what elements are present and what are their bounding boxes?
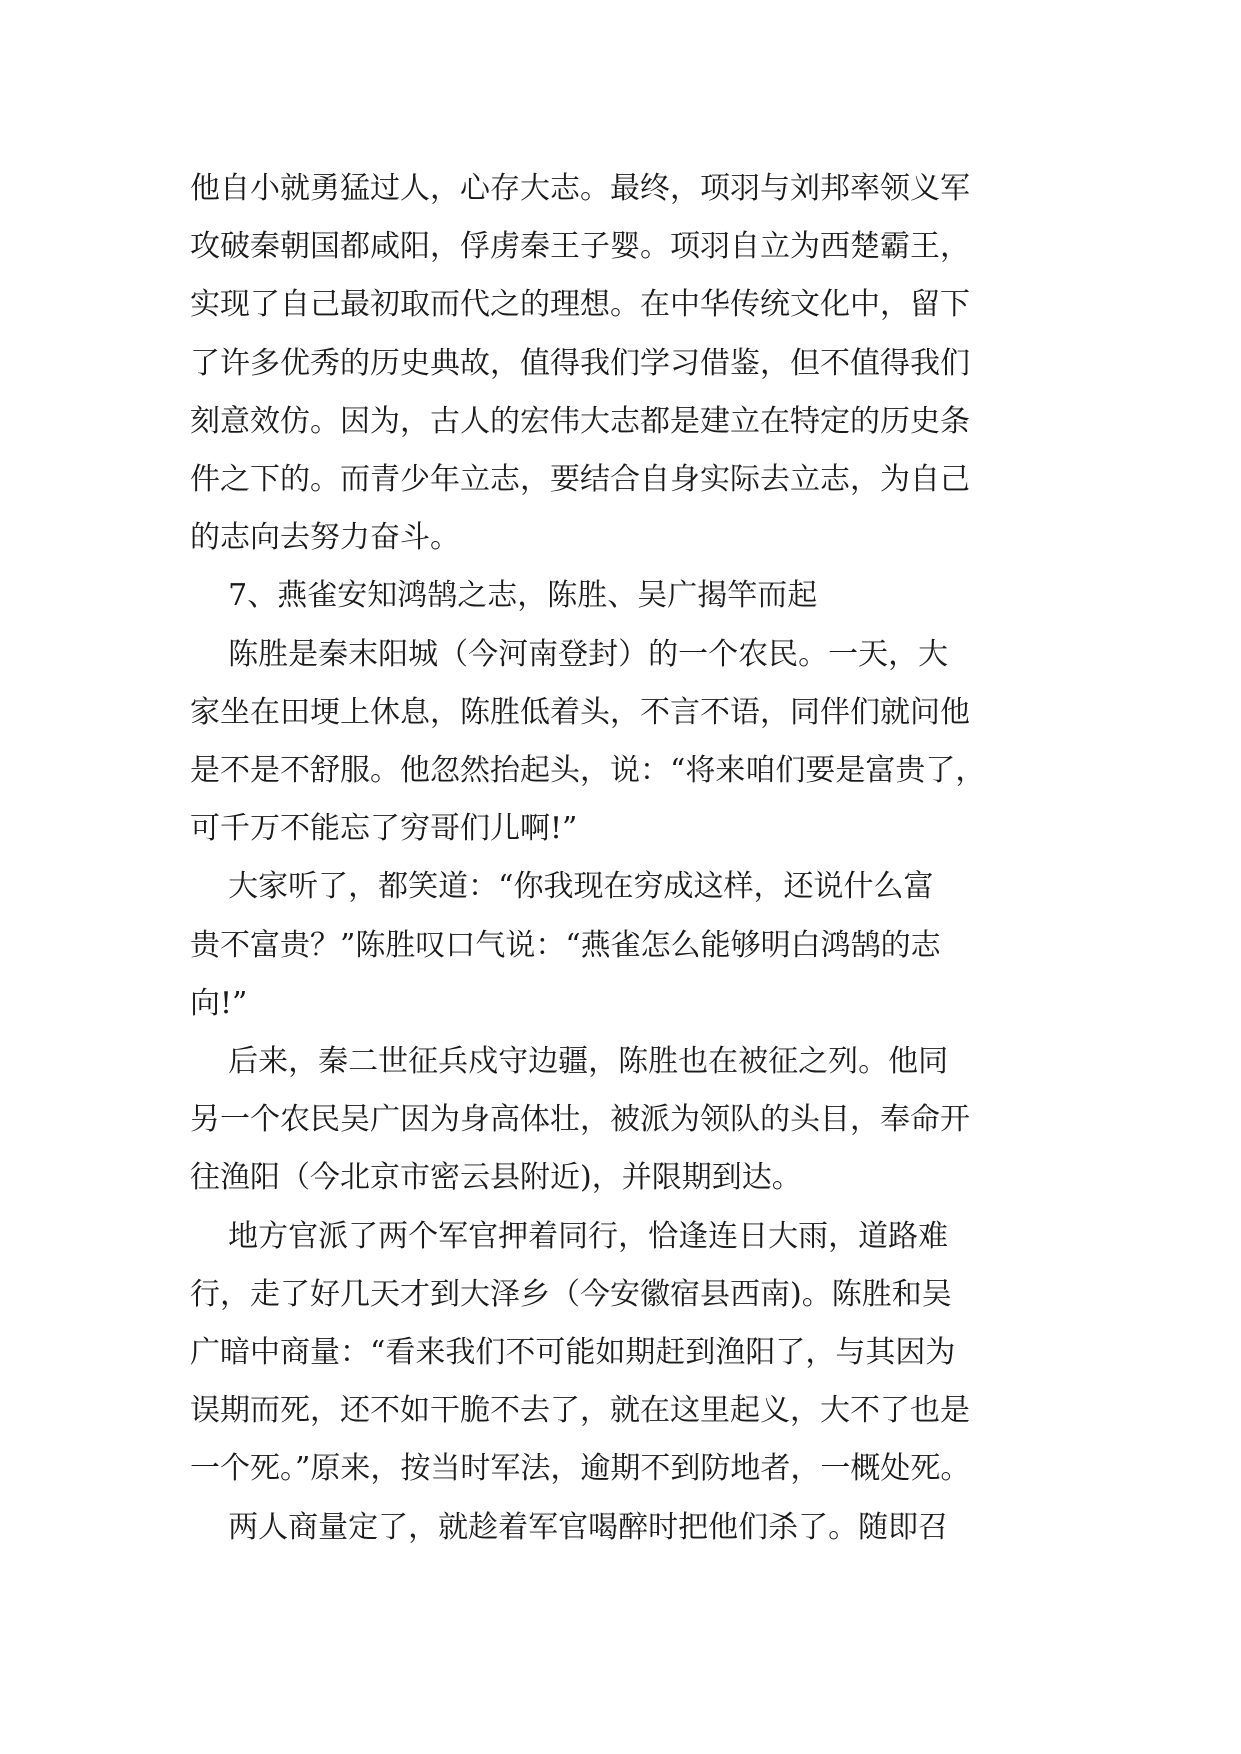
text-line: 地方官派了两个军官押着同行，恰逢连日大雨，道路难 — [190, 1218, 949, 1254]
text-line: 实现了自己最初取而代之的理想。在中华传统文化中，留下 — [190, 287, 970, 323]
text-line: 了许多优秀的历史典故，值得我们学习借鉴，但不值得我们 — [190, 345, 970, 381]
text-line: 大家听了，都笑道：“你我现在穷成这样，还说什么富 — [190, 869, 934, 905]
text-line: 件之下的。而青少年立志，要结合自身实际去立志，为自己 — [190, 462, 970, 498]
text-line: 贵不富贵？”陈胜叹口气说：“燕雀怎么能够明白鸿鹄的志 — [190, 927, 941, 963]
section-heading: 7、燕雀安知鸿鹄之志，陈胜、吴广揭竿而起 — [190, 578, 818, 614]
text-line: 他自小就勇猛过人，心存大志。最终，项羽与刘邦率领义军 — [190, 171, 970, 206]
body-text — [190, 160, 1060, 1557]
text-line: 向!” — [190, 985, 248, 1021]
text-line: 刻意效仿。因为，古人的宏伟大志都是建立在特定的历史条 — [190, 403, 970, 439]
text-line: 可千万不能忘了穷哥们儿啊!” — [190, 811, 578, 847]
text-line: 一个死。”原来，按当时军法，逾期不到防地者，一概处死。 — [190, 1451, 971, 1487]
text-line: 后来，秦二世征兵戍守边疆，陈胜也在被征之列。他同 — [190, 1044, 949, 1080]
text-line: 攻破秦朝国都咸阳，俘虏秦王子婴。项羽自立为西楚霸王， — [190, 229, 970, 265]
text-line: 行，走了好几天才到大泽乡（今安徽宿县西南)。陈胜和吴 — [190, 1276, 952, 1312]
text-line: 往渔阳（今北京市密云县附近)，并限期到达。 — [190, 1160, 802, 1196]
text-line: 广暗中商量：“看来我们不可能如期赶到渔阳了，与其因为 — [190, 1335, 956, 1371]
text-line: 家坐在田埂上休息，陈胜低着头，不言不语，同伴们就问他 — [190, 694, 970, 730]
text-line: 陈胜是秦末阳城（今河南登封）的一个农民。一天，大 — [190, 636, 949, 672]
text-line: 误期而死，还不如干脆不去了，就在这里起义，大不了也是 — [190, 1393, 970, 1429]
text-line: 另一个农民吴广因为身高体壮，被派为领队的头目，奉命开 — [190, 1102, 970, 1138]
text-line: 的志向去努力奋斗。 — [190, 520, 460, 556]
text-line: 是不是不舒服。他忽然抬起头，说：“将来咱们要是富贵了， — [190, 753, 986, 789]
text-line: 两人商量定了，就趁着军官喝醉时把他们杀了。随即召 — [190, 1509, 949, 1545]
